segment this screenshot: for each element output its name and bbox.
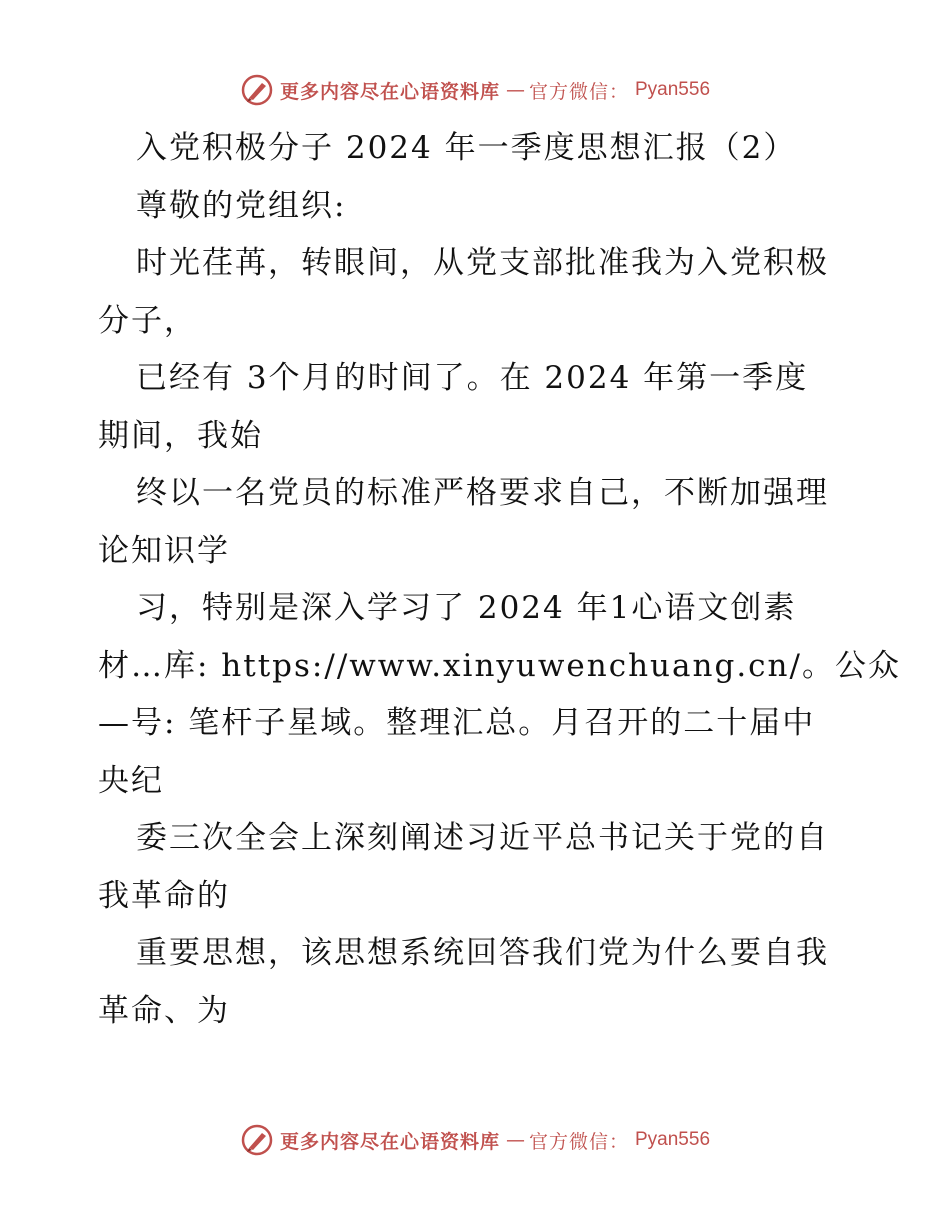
banner-dash: — [505,1129,523,1151]
banner-slogan: 更多内容尽在心语资料库 [279,80,500,103]
pen-logo-icon [240,1123,274,1157]
body-line: 材…库: https://www.xinyuwenchuang.cn/。公众 [98,647,901,684]
banner-dash: — [505,79,523,101]
banner-wechat-label: 官方微信： [528,1130,629,1153]
footer-banner [0,1120,950,1160]
body-line: 重要思想，该思想系统回答我们党为什么要自我 [136,935,829,971]
body-line: 已经有 3个月的时间了。在 2024 年第一季度 [136,360,809,396]
document-title: 入党积极分子 2024 年一季度思想汇报（2） [136,130,797,166]
salutation: 尊敬的党组织: [136,187,347,224]
banner-wechat-id: Pyan556 [635,1129,711,1150]
body-line: —号: 笔杆子星域。整理汇总。月召开的二十届中 [98,705,816,741]
banner-wechat-label: 官方微信： [528,80,629,103]
body-line: 终以一名党员的标准严格要求自己，不断加强理 [136,475,829,511]
body-line: 论知识学 [98,532,230,569]
body-line: 时光荏苒，转眼间，从党支部批准我为入党积极 [136,245,829,281]
header-banner [0,70,950,110]
body-line: 委三次全会上深刻阐述习近平总书记关于党的自 [136,820,829,856]
body-line: 习，特别是深入学习了 2024 年1心语文创素 [136,590,797,626]
body-line: 我革命的 [98,877,230,914]
body-line: 期间，我始 [98,417,263,454]
pen-logo-icon [240,73,274,107]
banner-wechat-id: Pyan556 [635,79,711,100]
body-line: 央纪 [98,762,164,799]
body-line: 革命、为 [98,992,230,1029]
body-line: 分子， [98,302,197,339]
document-body [98,120,901,1040]
banner-slogan: 更多内容尽在心语资料库 [279,1130,500,1153]
